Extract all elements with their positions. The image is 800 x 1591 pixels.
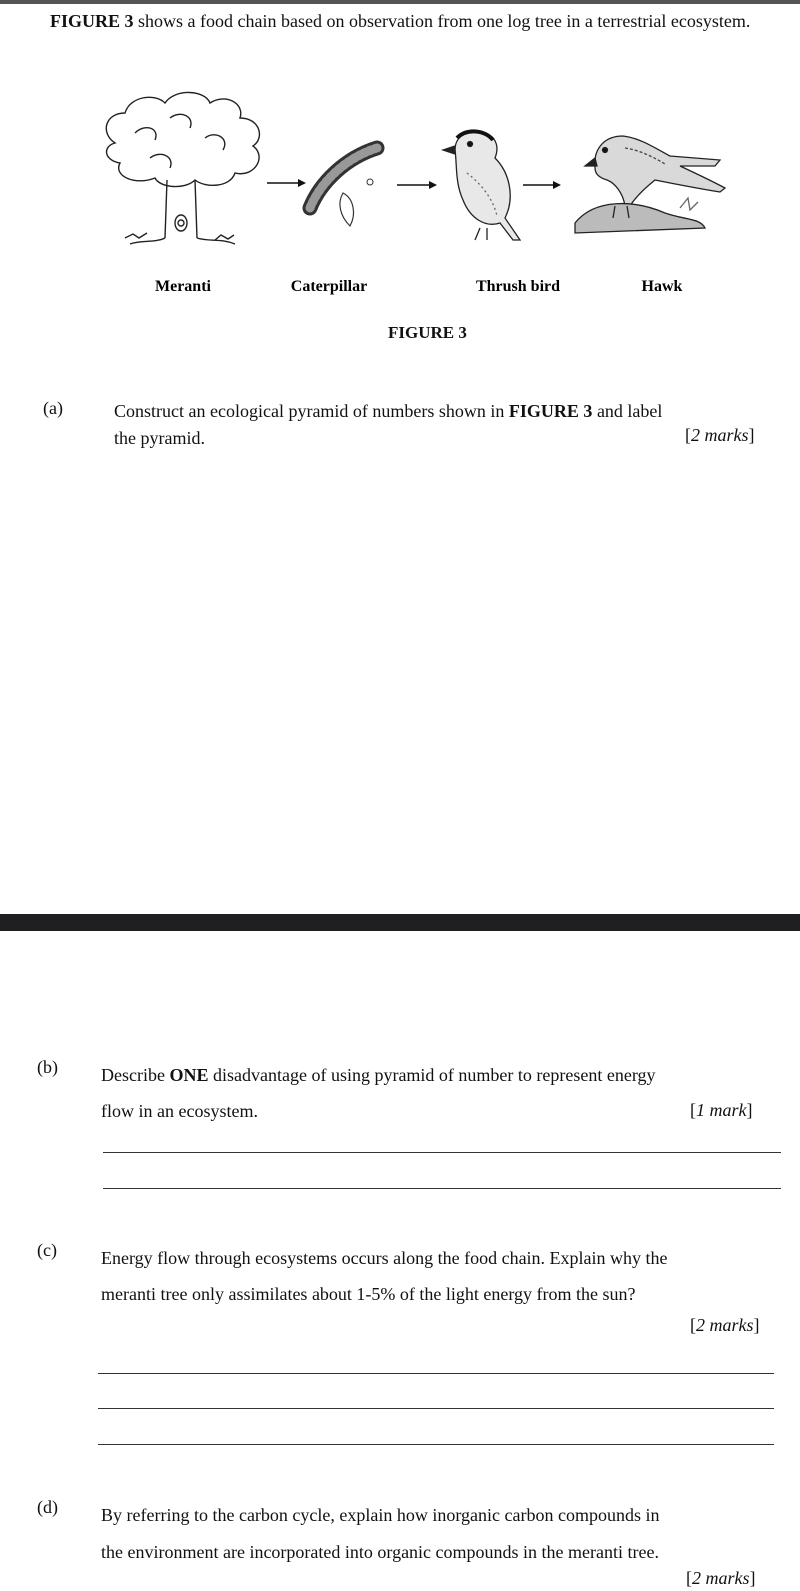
question-d-marks (686, 1568, 756, 1589)
page-divider-bar (0, 914, 800, 931)
question-a-text (114, 398, 764, 452)
thrush-bird-illustration (443, 131, 520, 240)
question-b-letter: (b) (37, 1057, 58, 1077)
question-b-emphasis: ONE (169, 1065, 209, 1085)
caterpillar-illustration (310, 148, 377, 226)
question-a-text-line2: the pyramid. (114, 428, 205, 448)
question-a-text-post: and label (592, 401, 663, 421)
label-meranti: Meranti (155, 278, 211, 295)
question-a-marks-close: ] (748, 425, 755, 445)
question-b-marks-close: ] (746, 1100, 753, 1120)
question-a-marks-open: [ (685, 425, 691, 445)
question-b-marks (690, 1100, 753, 1121)
answer-line-c-3[interactable] (98, 1444, 774, 1445)
top-border (0, 0, 800, 4)
question-a-text-pre: Construct an ecological pyramid of numbers shown in (114, 401, 509, 421)
question-c-marks-value: 2 marks (696, 1315, 754, 1335)
hawk-illustration (575, 136, 725, 233)
question-d-marks-close: ] (749, 1568, 756, 1588)
arrow-2 (397, 181, 437, 189)
question-c-text (101, 1240, 791, 1312)
question-a-letter: (a) (43, 398, 63, 418)
figure-caption: FIGURE 3 (388, 323, 467, 342)
question-c-marks-close: ] (753, 1315, 760, 1335)
question-d-text (101, 1497, 791, 1571)
answer-line-c-2[interactable] (98, 1408, 774, 1409)
label-hawk: Hawk (641, 278, 683, 295)
question-d-text-line1: By referring to the carbon cycle, explain how inorganic carbon compounds in (101, 1505, 660, 1525)
arrow-3 (523, 181, 561, 189)
question-b-text-post: disadvantage of using pyramid of number to represent energy (208, 1065, 656, 1085)
question-b-marks-open: [ (690, 1100, 696, 1120)
question-b-text (101, 1057, 781, 1129)
intro-figure-ref: FIGURE 3 (50, 11, 134, 31)
food-chain-figure (95, 88, 745, 295)
question-c-letter: (c) (37, 1240, 57, 1260)
question-b-text-line2: flow in an ecosystem. (101, 1101, 258, 1121)
meranti-tree-illustration (106, 92, 259, 244)
label-caterpillar: Caterpillar (290, 278, 368, 295)
intro-text: shows a food chain based on observation from one log tree in a terrestrial ecosystem. (133, 11, 751, 31)
intro-paragraph (50, 8, 790, 35)
question-c-marks (690, 1315, 760, 1336)
question-d-marks-value: 2 marks (692, 1568, 750, 1588)
question-b-text-pre: Describe (101, 1065, 170, 1085)
question-a-marks (685, 425, 755, 446)
question-b-marks-value: 1 mark (696, 1100, 747, 1120)
question-c-marks-open: [ (690, 1315, 696, 1335)
question-d-letter: (d) (37, 1497, 58, 1517)
label-thrush-bird: Thrush bird (475, 278, 561, 295)
question-d-marks-open: [ (686, 1568, 692, 1588)
question-c-text-line1: Energy flow through ecosystems occurs along the food chain. Explain why the (101, 1248, 668, 1268)
answer-line-b-2[interactable] (103, 1188, 781, 1189)
question-a-figure-ref: FIGURE 3 (508, 401, 593, 421)
question-c-text-line2: meranti tree only assimilates about 1-5% of the light energy from the sun? (101, 1284, 636, 1304)
question-a-marks-value: 2 marks (691, 425, 749, 445)
answer-line-b-1[interactable] (103, 1152, 781, 1153)
question-d-text-line2: the environment are incorporated into organic compounds in the meranti tree. (101, 1542, 659, 1562)
answer-line-c-1[interactable] (98, 1373, 774, 1374)
arrow-1 (267, 179, 306, 187)
